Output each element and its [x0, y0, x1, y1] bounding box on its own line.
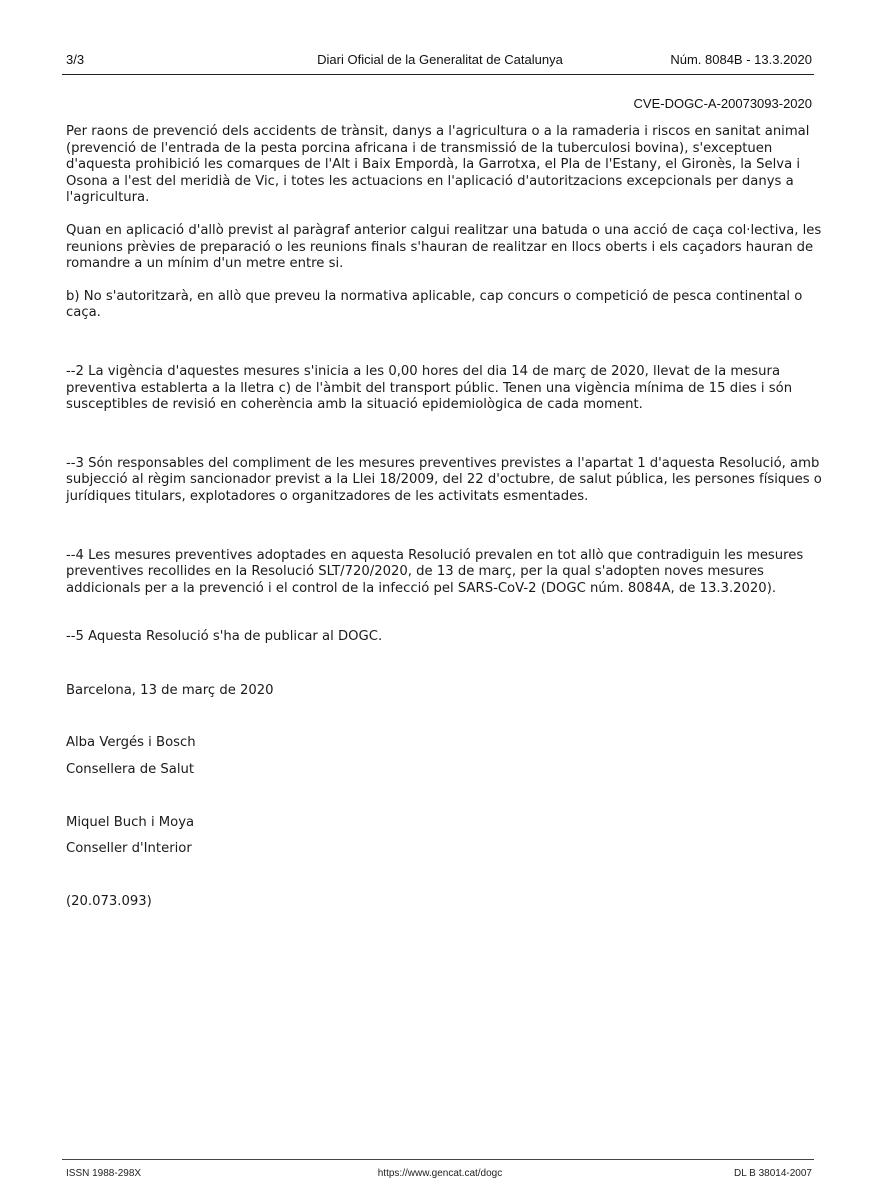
paragraph-article-5: --5 Aquesta Resolució s'ha de publicar al DOGC.: [66, 629, 383, 645]
cve-code: CVE-DOGC-A-20073093-2020: [633, 96, 812, 111]
document-body: [66, 124, 826, 910]
page-number: 3/3: [66, 52, 85, 67]
signatory-1-role: Consellera de Salut: [66, 762, 195, 778]
journal-title: Diari Oficial de la Generalitat de Catalunya: [317, 52, 563, 67]
footer-divider: [62, 1159, 814, 1160]
paragraph-competitions: b) No s'autoritzarà, en allò que preveu la normativa aplicable, cap concurs o competició de pesca continental o caça.: [66, 288, 803, 321]
paragraph-article-3: --3 Són responsables del compliment de les mesures preventives previstes a l'apartat 1 d'aquesta Resolució, amb subjecció al règim sancionador previst a la Llei 18/2009, del 22 d'octubre, de salut pública, les persones físiques o jurídiques titulars, explotadores o organitzadores de les activitats esmentades.: [66, 455, 822, 504]
issue-number: Núm. 8084B - 13.3.2020: [670, 52, 812, 67]
paragraph-collective-hunting: Quan en aplicació d'allò previst al paràgraf anterior calgui realitzar una batuda o una acció de caça col·lectiva, les reunions prèvies de preparació o les reunions finals s'hauran de realitzar en llocs oberts i els caçadors hauran de romandre a un mínim d'un metre entre si.: [66, 222, 822, 272]
legal-deposit: DL B 38014-2007: [733, 1168, 812, 1179]
signatory-2-role: Conseller d'Interior: [66, 841, 192, 857]
paragraph-exceptions: Per raons de prevenció dels accidents de trànsit, danys a l'agricultura o a la ramaderia i riscos en sanitat animal (prevenció de l'entrada de la pesta porcina africana i de transmissió de la tuberculosi bovina), s'exceptuen d'aquesta prohibició les comarques de l'Alt i Baix Empordà, la Garrotxa, el Pla de l'Estany, el Gironès, la Selva i Osona a l'est del meridià de Vic, i totes les actuacions en l'aplicació d'autoritzacions excepcionals per danys a l'agricultura.: [66, 124, 810, 206]
footer-url-link[interactable]: https://www.gencat.cat/dogc: [377, 1168, 503, 1179]
paragraph-article-4: --4 Les mesures preventives adoptades en aquesta Resolució prevalen en tot allò que contradiguin les mesures preventives recollides en la Resolució SLT/720/2020, de 13 de març, per la qual s'adopten noves mesures addicionals per a la prevenció i el control de la infecció pel SARS-CoV-2 (DOGC núm. 8084A, de 13.3.2020).: [66, 547, 804, 596]
signatory-1-name: Alba Vergés i Bosch: [66, 735, 196, 751]
signatory-2-name: Miquel Buch i Moya: [66, 814, 195, 830]
place-and-date: Barcelona, 13 de març de 2020: [66, 682, 274, 698]
issn: ISSN 1988-298X: [66, 1168, 142, 1179]
header-divider: [62, 74, 814, 75]
paragraph-article-2: --2 La vigència d'aquestes mesures s'inicia a les 0,00 hores del dia 14 de març de 2020, llevat de la mesura preventiva establerta a la lletra c) de l'àmbit del transport públic. Tenen una vigència mínima de 15 dies i són susceptibles de revisió en coherència amb la situació epidemiològica de cada moment.: [66, 363, 793, 413]
reference-number: (20.073.093): [66, 893, 152, 909]
